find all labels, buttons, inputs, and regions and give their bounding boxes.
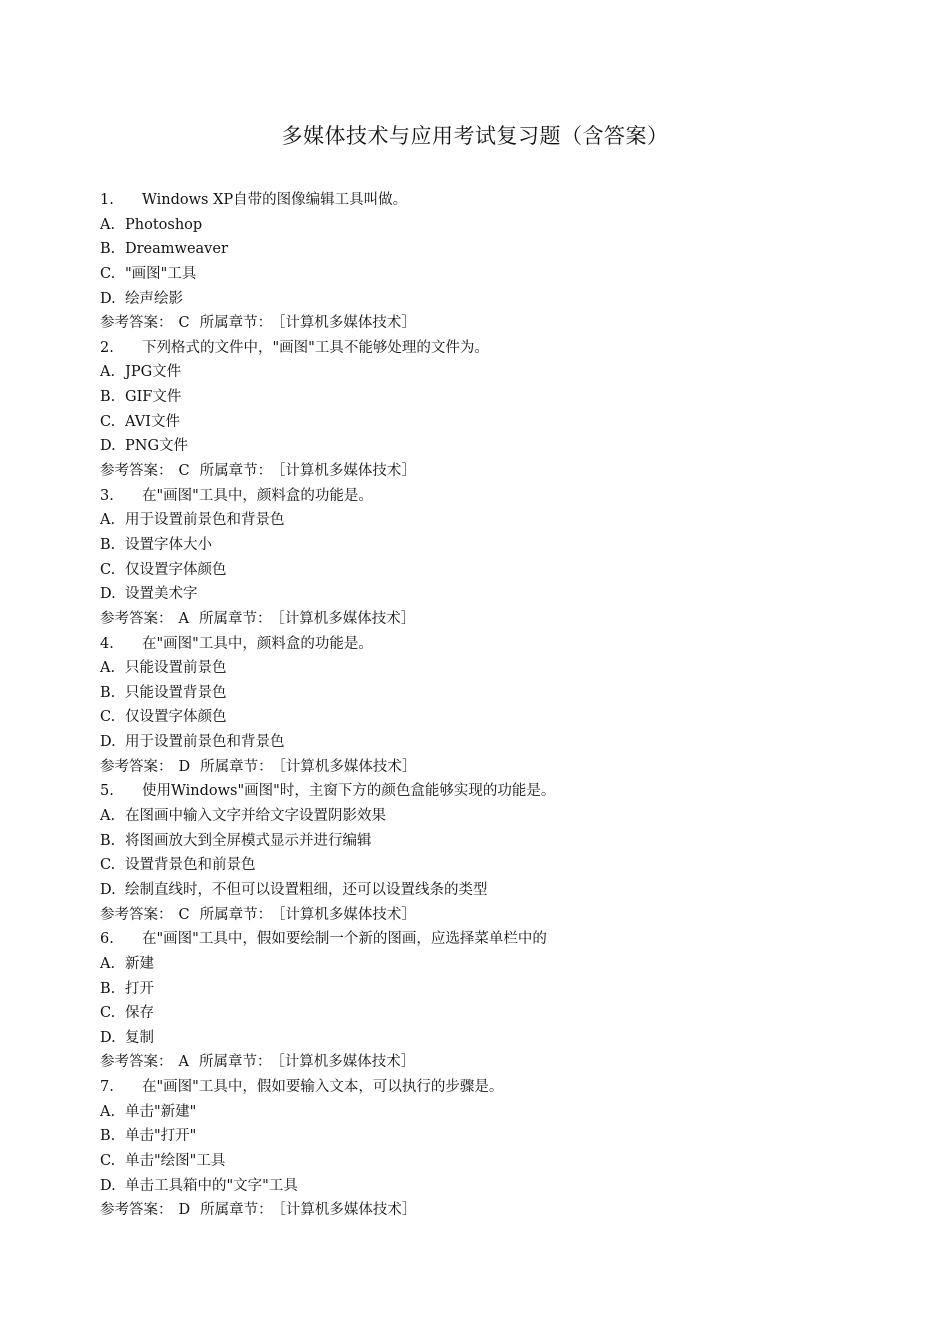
option-text: GIF文件 [125,389,182,406]
answer-value: A [178,610,189,627]
chapter-label: 所属章节： [199,463,273,480]
question-number: 7. [100,1079,114,1096]
question-line [100,779,860,804]
question-number: 1. [100,192,114,208]
question-number: 6. [100,931,114,948]
question-line [100,1075,860,1100]
option-text: 保存 [125,1005,154,1022]
option-letter: B. [100,241,116,258]
option-line [100,705,860,730]
chapter-value: ［计算机多媒体技术］ [278,758,417,775]
answer-label: 参考答案： [100,1202,173,1219]
option-text: 仅设置字体颜色 [125,709,227,726]
option-letter: A. [100,364,116,381]
option-line [100,434,860,459]
option-letter: C. [100,709,116,726]
option-text: 单击工具箱中的"文字"工具 [125,1177,298,1194]
chapter-value: ［计算机多媒体技术］ [277,610,416,627]
chapter-value: ［计算机多媒体技术］ [278,1202,417,1219]
option-line [100,508,860,533]
question-text: 下列格式的文件中，"画图"工具不能够处理的文件为。 [142,339,489,356]
chapter-value: ［计算机多媒体技术］ [278,315,416,332]
option-text: 只能设置背景色 [125,684,227,701]
answer-label: 参考答案： [100,463,173,480]
option-letter: B. [100,684,116,701]
answer-label: 参考答案： [100,758,173,775]
option-line [100,656,860,681]
answer-line [100,1198,860,1223]
option-line [100,533,860,558]
option-text: 单击"绘图"工具 [125,1152,226,1169]
option-line [100,804,860,829]
option-letter: C. [100,857,116,874]
option-line [100,681,860,706]
chapter-label: 所属章节： [198,1054,272,1071]
question-number: 2. [100,339,114,356]
option-letter: C. [100,1005,116,1022]
option-text: Dreamweaver [125,241,228,258]
option-line [100,977,860,1002]
option-letter: B. [100,832,116,849]
question-text: 使用Windows"画图"时，主窗下方的颜色盒能够实现的功能是。 [142,783,556,800]
option-text: 单击"打开" [125,1128,197,1145]
option-line [100,410,860,435]
question-line [100,484,860,509]
option-text: AVI文件 [125,413,180,430]
answer-line [100,311,860,336]
option-letter: A. [100,512,116,529]
answer-line [100,459,860,484]
chapter-value: ［计算机多媒体技术］ [277,1054,416,1071]
question-line [100,188,860,213]
option-text: 用于设置前景色和背景色 [125,734,285,751]
option-letter: D. [100,586,116,603]
question-text: 在"画图"工具中，假如要输入文本，可以执行的步骤是。 [142,1079,504,1096]
question-number: 4. [100,635,114,652]
option-letter: B. [100,536,116,553]
question-number: 5. [100,783,114,800]
answer-label: 参考答案： [100,906,173,923]
option-line [100,262,860,287]
option-line [100,952,860,977]
option-line [100,1149,860,1174]
option-text: 仅设置字体颜色 [125,561,227,578]
option-line [100,385,860,410]
question-line [100,632,860,657]
option-text: 新建 [125,955,154,972]
option-line [100,360,860,385]
option-letter: B. [100,1128,116,1145]
option-line [100,1124,860,1149]
question-block [100,336,860,484]
option-letter: A. [100,808,116,825]
option-text: PNG文件 [125,438,189,455]
option-letter: D. [100,1029,116,1046]
option-text: 用于设置前景色和背景色 [125,512,285,529]
option-text: 复制 [125,1029,154,1046]
answer-value: C [178,463,190,480]
question-block [100,1075,860,1223]
question-block [100,484,860,632]
chapter-value: ［计算机多媒体技术］ [278,906,416,923]
option-line [100,1001,860,1026]
question-text: 在"画图"工具中，颜料盒的功能是。 [142,635,373,652]
answer-label: 参考答案： [100,610,173,627]
answer-value: A [178,1054,189,1071]
option-line [100,287,860,312]
chapter-label: 所属章节： [200,1202,273,1219]
option-letter: A. [100,660,116,677]
option-letter: D. [100,290,116,307]
option-letter: C. [100,1152,116,1169]
question-block [100,632,860,780]
chapter-label: 所属章节： [198,610,272,627]
option-line [100,1100,860,1125]
option-text: 绘声绘影 [125,290,183,307]
chapter-label: 所属章节： [199,315,273,332]
option-text: Photoshop [125,216,203,233]
option-text: 绘制直线时，不但可以设置粗细，还可以设置线条的类型 [125,881,488,898]
chapter-label: 所属章节： [199,906,273,923]
question-text: Windows XP自带的图像编辑工具叫做。 [142,192,408,208]
option-text: 将图画放大到全屏模式显示并进行编辑 [125,832,372,849]
option-letter: D. [100,1177,116,1194]
option-letter: A. [100,1103,116,1120]
question-number: 3. [100,487,114,504]
answer-line [100,755,860,780]
question-line [100,336,860,361]
option-letter: C. [100,561,116,578]
question-block [100,188,860,336]
option-line [100,730,860,755]
option-letter: B. [100,389,116,406]
document-title: 多媒体技术与应用考试复习题（含答案） [281,124,669,148]
question-line [100,927,860,952]
option-text: 打开 [125,980,154,997]
answer-line [100,903,860,928]
option-text: "画图"工具 [125,265,197,282]
option-line [100,829,860,854]
option-line [100,558,860,583]
option-letter: B. [100,980,116,997]
option-letter: C. [100,413,116,430]
option-text: 在图画中输入文字并给文字设置阴影效果 [125,808,386,825]
option-letter: D. [100,734,116,751]
option-text: 设置背景色和前景色 [125,857,256,874]
chapter-value: ［计算机多媒体技术］ [278,463,416,480]
question-block [100,779,860,927]
answer-value: C [178,315,190,332]
option-line [100,213,860,238]
option-line [100,1174,860,1199]
option-letter: D. [100,438,116,455]
answer-label: 参考答案： [100,1054,173,1071]
answer-value: D [178,758,191,775]
option-text: 只能设置前景色 [125,660,227,677]
answer-line [100,1050,860,1075]
option-line [100,237,860,262]
question-text: 在"画图"工具中，假如要绘制一个新的图画，应选择菜单栏中的 [142,931,547,948]
chapter-label: 所属章节： [200,758,273,775]
answer-value: D [178,1202,191,1219]
option-text: 单击"新建" [125,1103,197,1120]
option-letter: A. [100,216,116,233]
option-line [100,1026,860,1051]
option-letter: C. [100,265,116,282]
question-list [100,188,860,1223]
option-letter: D. [100,881,116,898]
option-line [100,853,860,878]
answer-line [100,607,860,632]
option-line [100,582,860,607]
question-block [100,927,860,1075]
answer-value: C [178,906,190,923]
option-text: JPG文件 [125,364,182,381]
option-text: 设置字体大小 [125,536,212,553]
option-line [100,878,860,903]
option-text: 设置美术字 [125,586,198,603]
option-letter: A. [100,955,116,972]
answer-label: 参考答案： [100,315,173,332]
question-text: 在"画图"工具中，颜料盒的功能是。 [142,487,373,504]
